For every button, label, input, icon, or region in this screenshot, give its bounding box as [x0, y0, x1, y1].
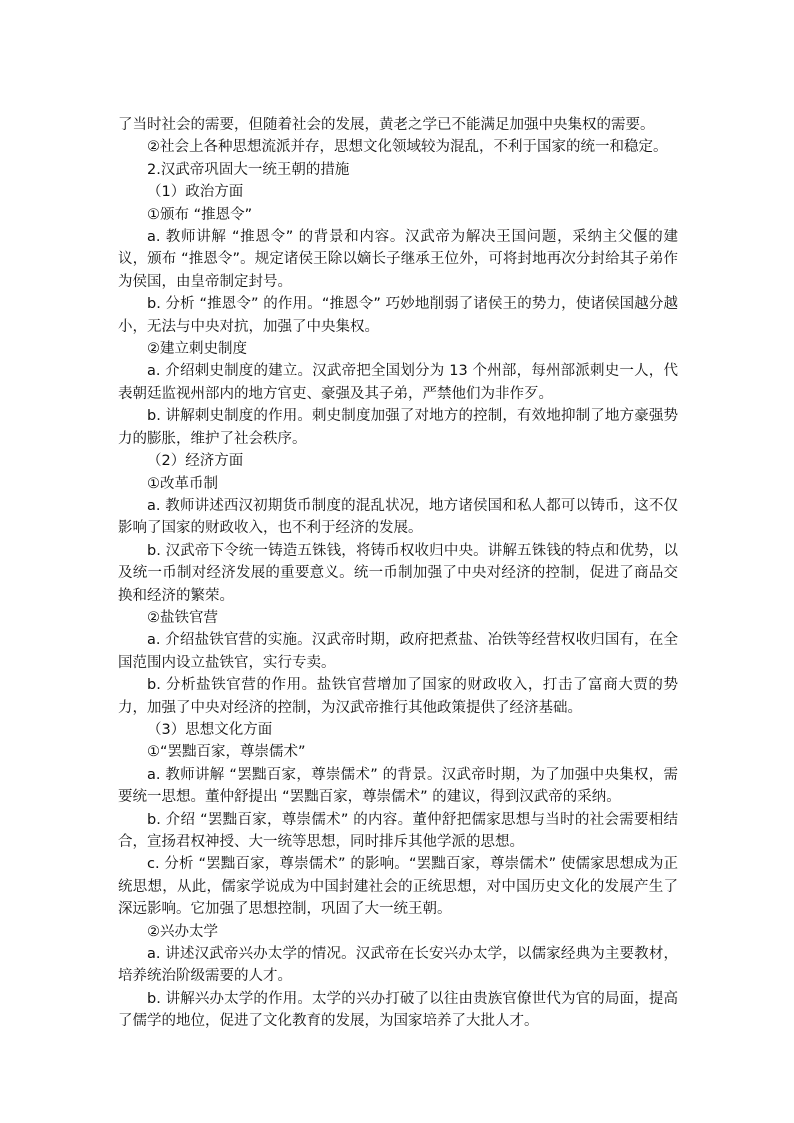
subsection-heading-culture: （3）思想文化方面	[147, 721, 273, 738]
paragraph-continuation: 了当时社会的需要，但随着社会的发展，黄老之学已不能满足加强中央集权的需要。	[118, 117, 655, 133]
paragraph-point-2: ②社会上各种思想流派并存，思想文化领域较为混乱，不利于国家的统一和稳定。	[147, 139, 668, 156]
item-heading-salt-iron: ②盐铁官营	[147, 609, 218, 626]
section-heading-2: 2.汉武帝巩固大一统王朝的措施	[147, 161, 350, 178]
paragraph-confucianism-a: a. 教师讲解 “罢黜百家，尊崇儒术” 的背景。汉武帝时期，为了加强中央集权，需要统一思想。董仲舒提出 “罢黜百家，尊崇儒术” 的建议，得到汉武帝的采纳。	[118, 766, 678, 806]
item-heading-taixue: ②兴办太学	[147, 923, 218, 940]
paragraph-cishi-b: b. 讲解刺史制度的作用。刺史制度加强了对地方的控制，有效地抑制了地方豪强势力的膨胀，维护了社会秩序。	[118, 408, 678, 447]
item-heading-confucianism: ①“罢黜百家，尊崇儒术”	[147, 744, 306, 761]
item-heading-cishi: ②建立刺史制度	[147, 341, 247, 358]
paragraph-salt-iron-b: b. 分析盐铁官营的作用。盐铁官营增加了国家的财政收入，打击了富商大贾的势力，加强了中央对经济的控制，为汉武帝推行其他政策提供了经济基础。	[118, 677, 678, 716]
paragraph-taixue-a: a. 讲述汉武帝兴办太学的情况。汉武帝在长安兴办太学，以儒家经典为主要教材，培养统治阶级需要的人才。	[118, 946, 678, 985]
subsection-heading-economy: （2）经济方面	[147, 453, 244, 470]
paragraph-currency-b: b. 汉武帝下令统一铸造五铢钱，将铸币权收归中央。讲解五铢钱的特点和优势，以及统一币制对经济发展的重要意义。统一币制加强了中央对经济的控制，促进了商品交换和经济的繁荣。	[118, 542, 678, 604]
paragraph-taixue-b: b. 讲解兴办太学的作用。太学的兴办打破了以往由贵族官僚世代为官的局面，提高了儒学的地位，促进了文化教育的发展，为国家培养了大批人才。	[118, 990, 678, 1030]
paragraph-salt-iron-a: a. 介绍盐铁官营的实施。汉武帝时期，政府把煮盐、冶铁等经营权收归国有，在全国范围内设立盐铁官，实行专卖。	[118, 632, 678, 671]
paragraph-currency-a: a. 教师讲述西汉初期货币制度的混乱状况，地方诸侯国和私人都可以铸币，这不仅影响了国家的财政收入，也不利于经济的发展。	[118, 497, 678, 537]
paragraph-tuienling-b: b. 分析 “推恩令” 的作用。“推恩令” 巧妙地削弱了诸侯王的势力，使诸侯国越分越小，无法与中央对抗，加强了中央集权。	[118, 296, 678, 335]
item-heading-currency: ①改革币制	[147, 475, 218, 492]
subsection-heading-politics: （1）政治方面	[147, 184, 244, 201]
paragraph-confucianism-b: b. 介绍 “罢黜百家，尊崇儒术” 的内容。董仲舒把儒家思想与当时的社会需要相结合，宣扬君权神授、大一统等思想，同时排斥其他学派的思想。	[118, 811, 678, 850]
item-heading-tuienling: ①颁布 “推恩令”	[147, 206, 253, 223]
paragraph-cishi-a: a. 介绍刺史制度的建立。汉武帝把全国划分为 13 个州部，每州部派刺史一人，代表朝廷监视州部内的地方官吏、豪强及其子弟，严禁他们为非作歹。	[118, 363, 678, 402]
paragraph-tuienling-a: a. 教师讲解 “推恩令” 的背景和内容。汉武帝为解决王国问题，采纳主父偃的建议，颁布 “推恩令”。规定诸侯王除以嫡长子继承王位外，可将封地再次分封给其子弟作为侯国，由皇帝制定封号。	[118, 229, 678, 290]
document-page	[118, 114, 678, 1033]
paragraph-confucianism-c: c. 分析 “罢黜百家，尊崇儒术” 的影响。“罢黜百家，尊崇儒术” 使儒家思想成为正统思想，从此，儒家学说成为中国封建社会的正统思想，对中国历史文化的发展产生了深远影响。它加强了思想控制，巩固了大一统王朝。	[118, 856, 678, 918]
